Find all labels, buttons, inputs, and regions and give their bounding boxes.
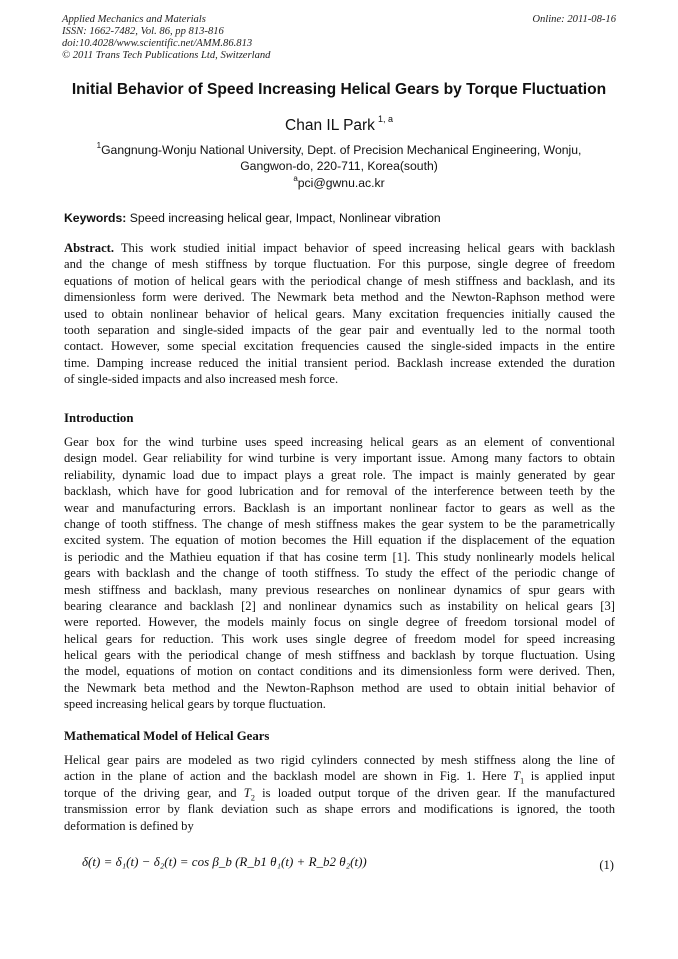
journal-issn: ISSN: 1662-7482, Vol. 86, pp 813-816 (62, 26, 224, 37)
abstract-line: of single-sided impacts and also increased mesh force. (64, 372, 339, 387)
abstract-line: contact. However, some special excitation frequencies caused the single-sided impacts in the entire (64, 339, 615, 354)
paragraph-line: speed increasing helical gears by torque fluctuation. (64, 697, 326, 712)
abstract-line: Abstract. This work studied initial impact behavior of speed increasing helical gears with backlash (64, 241, 616, 255)
paragraph-line: the model, equations of motion on contact conditions and its dimensionless form were derived. Then, (64, 664, 615, 679)
symbol-t1: T (512, 769, 520, 784)
affiliation-line-2: Gangwon-do, 220-711, Korea(south) (240, 159, 438, 173)
abstract-line: equations of motion of helical gears with the periodical change of mesh stiffness and backlash, and its (64, 273, 615, 288)
symbol-t2: T (243, 785, 251, 800)
paragraph-line: helical gears for reduction. This work uses single degree of freedom model for speed increasing (64, 631, 615, 646)
paragraph-line: design model. Gear reliability for wind turbine is very important issue. Among many factors to obtain (64, 451, 615, 466)
paragraph-line: transmission error by flank deviation such as shape errors and modifications is ignored, the tooth (64, 802, 615, 817)
equation-number: (1) (599, 858, 614, 872)
keywords-text: Speed increasing helical gear, Impact, Nonlinear vibration (129, 211, 441, 225)
paragraph-line: backlash, which have for good lubrication and for removal of the interference between teeth by the (64, 484, 615, 499)
paragraph-line: action in the plane of action and the backlash model are shown in Fig. 1. Here $T_1$ is applied input (64, 769, 615, 786)
paragraph-line: Gear box for the wind turbine uses speed increasing helical gears as an element of conventional (64, 435, 615, 449)
abstract-line: tooth separation and single-sided impacts of the gear pair and eventually led to the normal tooth (64, 322, 615, 337)
paper-title: Initial Behavior of Speed Increasing Helical Gears by Torque Fluctuation (71, 81, 607, 98)
online-date: Online: 2011-08-16 (532, 14, 616, 25)
paragraph-line: torque of the driving gear, and $T_2$ is loaded output torque of the driven gear. If the manufactured (64, 785, 615, 803)
abstract (64, 240, 615, 388)
paragraph-line: deformation is defined by (64, 818, 194, 833)
abstract-line: time. Damping increase reduced the initial transient period. Backlash increase extended the duration (64, 355, 615, 370)
paragraph-line: change of tooth stiffness. The change of mesh stiffness makes the gear system to be the parametrically (64, 516, 615, 531)
journal-copyright: © 2011 Trans Tech Publications Ltd, Switzerland (62, 50, 271, 61)
paragraph-line: helical gears with the periodical change of mesh stiffness and backlash by torque fluctuation. Using (64, 648, 615, 663)
paragraph-line: is periodic and the Mathieu equation if that has cosine term [1]. This study nonlinearly models helical (64, 549, 615, 564)
keywords-label: Keywords: (64, 211, 127, 225)
keywords (64, 211, 616, 225)
math-model-body (64, 752, 615, 834)
math-model-heading: Mathematical Model of Helical Gears (64, 729, 270, 743)
paragraph-line: were reported. However, the models mainly focus on single degree of freedom torsional model of (64, 615, 615, 630)
paragraph-line: Helical gear pairs are modeled as two rigid cylinders connected by mesh stiffness along the line of (64, 753, 615, 767)
journal-name: Applied Mechanics and Materials (62, 14, 206, 25)
introduction-body (64, 434, 615, 713)
introduction-heading: Introduction (64, 411, 134, 425)
affiliation-mark: 1 (96, 141, 102, 150)
paragraph-line: bearing clearance and backlash [2] and nonlinear dynamics such as instability on helical gears [3] (64, 598, 615, 613)
abstract-line: used to obtain nonlinear behavior of helical gears. Many excitation frequencies initially caused the (64, 306, 615, 321)
paragraph-line: reliability, dynamic load due to impact plays a great role. The impact is mainly generated by gear (64, 467, 615, 482)
paragraph-line: mesh stiffness and backlash, many previous researches on nonlinear dynamics of spur gears with (64, 582, 615, 597)
paragraph-line: excited system. The equation of motion becomes the Hill equation if the displacement of the equation (64, 533, 615, 548)
abstract-label: Abstract. (64, 241, 115, 255)
paragraph-line: wear and manufacturing errors. Backlash is an important nonlinear factor to gears as well as the (64, 500, 615, 515)
email-address[interactable]: pci@gwnu.ac.kr (297, 176, 385, 190)
author-email (40, 174, 638, 190)
email-mark: a (293, 174, 298, 183)
journal-doi[interactable]: doi:10.4028/www.scientific.net/AMM.86.813 (62, 38, 253, 49)
equation-1: δ(t) = δ₁(t) − δ₂(t) = cos β_b (R_b1 θ₁(t) + R_b2 θ₂(t)) (82, 854, 367, 869)
affiliation (60, 138, 618, 174)
journal-header (62, 14, 616, 62)
paragraph-line: the Newmark beta method and the Newton-Raphson method are used to obtain initial behavior of (64, 680, 615, 695)
abstract-line: and the change of mesh stiffness by torque fluctuation. For this purpose, single degree of freedom (64, 257, 615, 272)
author-name: Chan IL Park (285, 117, 375, 134)
author-line (40, 114, 638, 135)
affiliation-line-1: Gangnung-Wonju National University, Dept. of Precision Mechanical Engineering, Wonju, (101, 143, 582, 157)
author-marks: 1, a (377, 114, 393, 124)
abstract-line: dimensionless form were derived. The Newmark beta method and the Newton-Raphson method were (64, 290, 615, 305)
paragraph-line: gears with backlash and the change of tooth stiffness. To study the effect of the periodic change of (64, 566, 615, 581)
